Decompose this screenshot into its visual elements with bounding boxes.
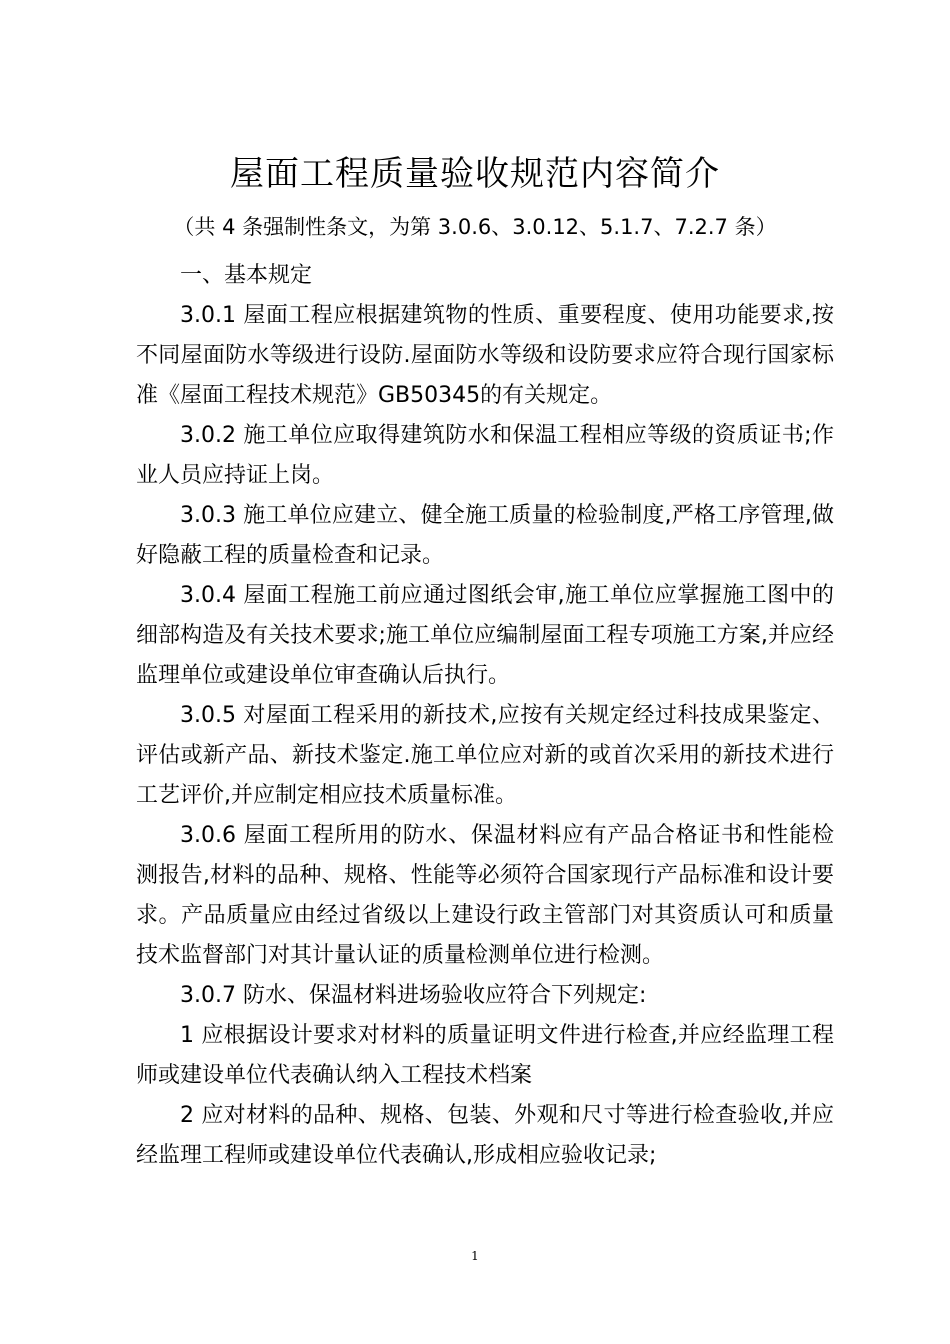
clause-3-0-3: 3.0.3 施工单位应建立、健全施工质量的检验制度,严格工序管理,做好隐蔽工程的质量检查和记录。 (136, 503, 834, 568)
clause-3-0-5: 3.0.5 对屋面工程采用的新技术,应按有关规定经过科技成果鉴定、评估或新产品、新技术鉴定.施工单位应对新的或首次采用的新技术进行工艺评价,并应制定相应技术质量标准。 (136, 703, 834, 808)
document-body (136, 256, 834, 1176)
clause-3-0-7: 3.0.7 防水、保温材料进场验收应符合下列规定: (180, 983, 647, 1008)
page-number: 1 (471, 1249, 479, 1263)
document-title: 屋面工程质量验收规范内容简介 (230, 154, 720, 194)
clause-3-0-7-item-2: 2 应对材料的品种、规格、包装、外观和尺寸等进行检查验收,并应经监理工程师或建设单位代表确认,形成相应验收记录; (136, 1103, 834, 1168)
clause-3-0-6: 3.0.6 屋面工程所用的防水、保温材料应有产品合格证书和性能检测报告,材料的品种、规格、性能等必须符合国家现行产品标准和设计要求。产品质量应由经过省级以上建设行政主管部门对其资质认可和质量技术监督部门对其计量认证的质量检测单位进行检测。 (136, 823, 834, 968)
clause-3-0-1: 3.0.1 屋面工程应根据建筑物的性质、重要程度、使用功能要求,按不同屋面防水等级进行设防.屋面防水等级和设防要求应符合现行国家标准《屋面工程技术规范》GB50345的有关规定。 (136, 303, 834, 408)
clause-3-0-7-item-1: 1 应根据设计要求对材料的质量证明文件进行检查,并应经监理工程师或建设单位代表确认纳入工程技术档案 (136, 1023, 834, 1088)
clause-3-0-4: 3.0.4 屋面工程施工前应通过图纸会审,施工单位应掌握施工图中的细部构造及有关技术要求;施工单位应编制屋面工程专项施工方案,并应经监理单位或建设单位审查确认后执行。 (136, 583, 834, 688)
document-subtitle: （共 4 条强制性条文，为第 3.0.6、3.0.12、5.1.7、7.2.7 条） (173, 215, 777, 239)
section-heading-basic-provisions: 一、基本规定 (180, 263, 313, 288)
clause-3-0-2: 3.0.2 施工单位应取得建筑防水和保温工程相应等级的资质证书;作业人员应持证上岗。 (136, 423, 834, 488)
